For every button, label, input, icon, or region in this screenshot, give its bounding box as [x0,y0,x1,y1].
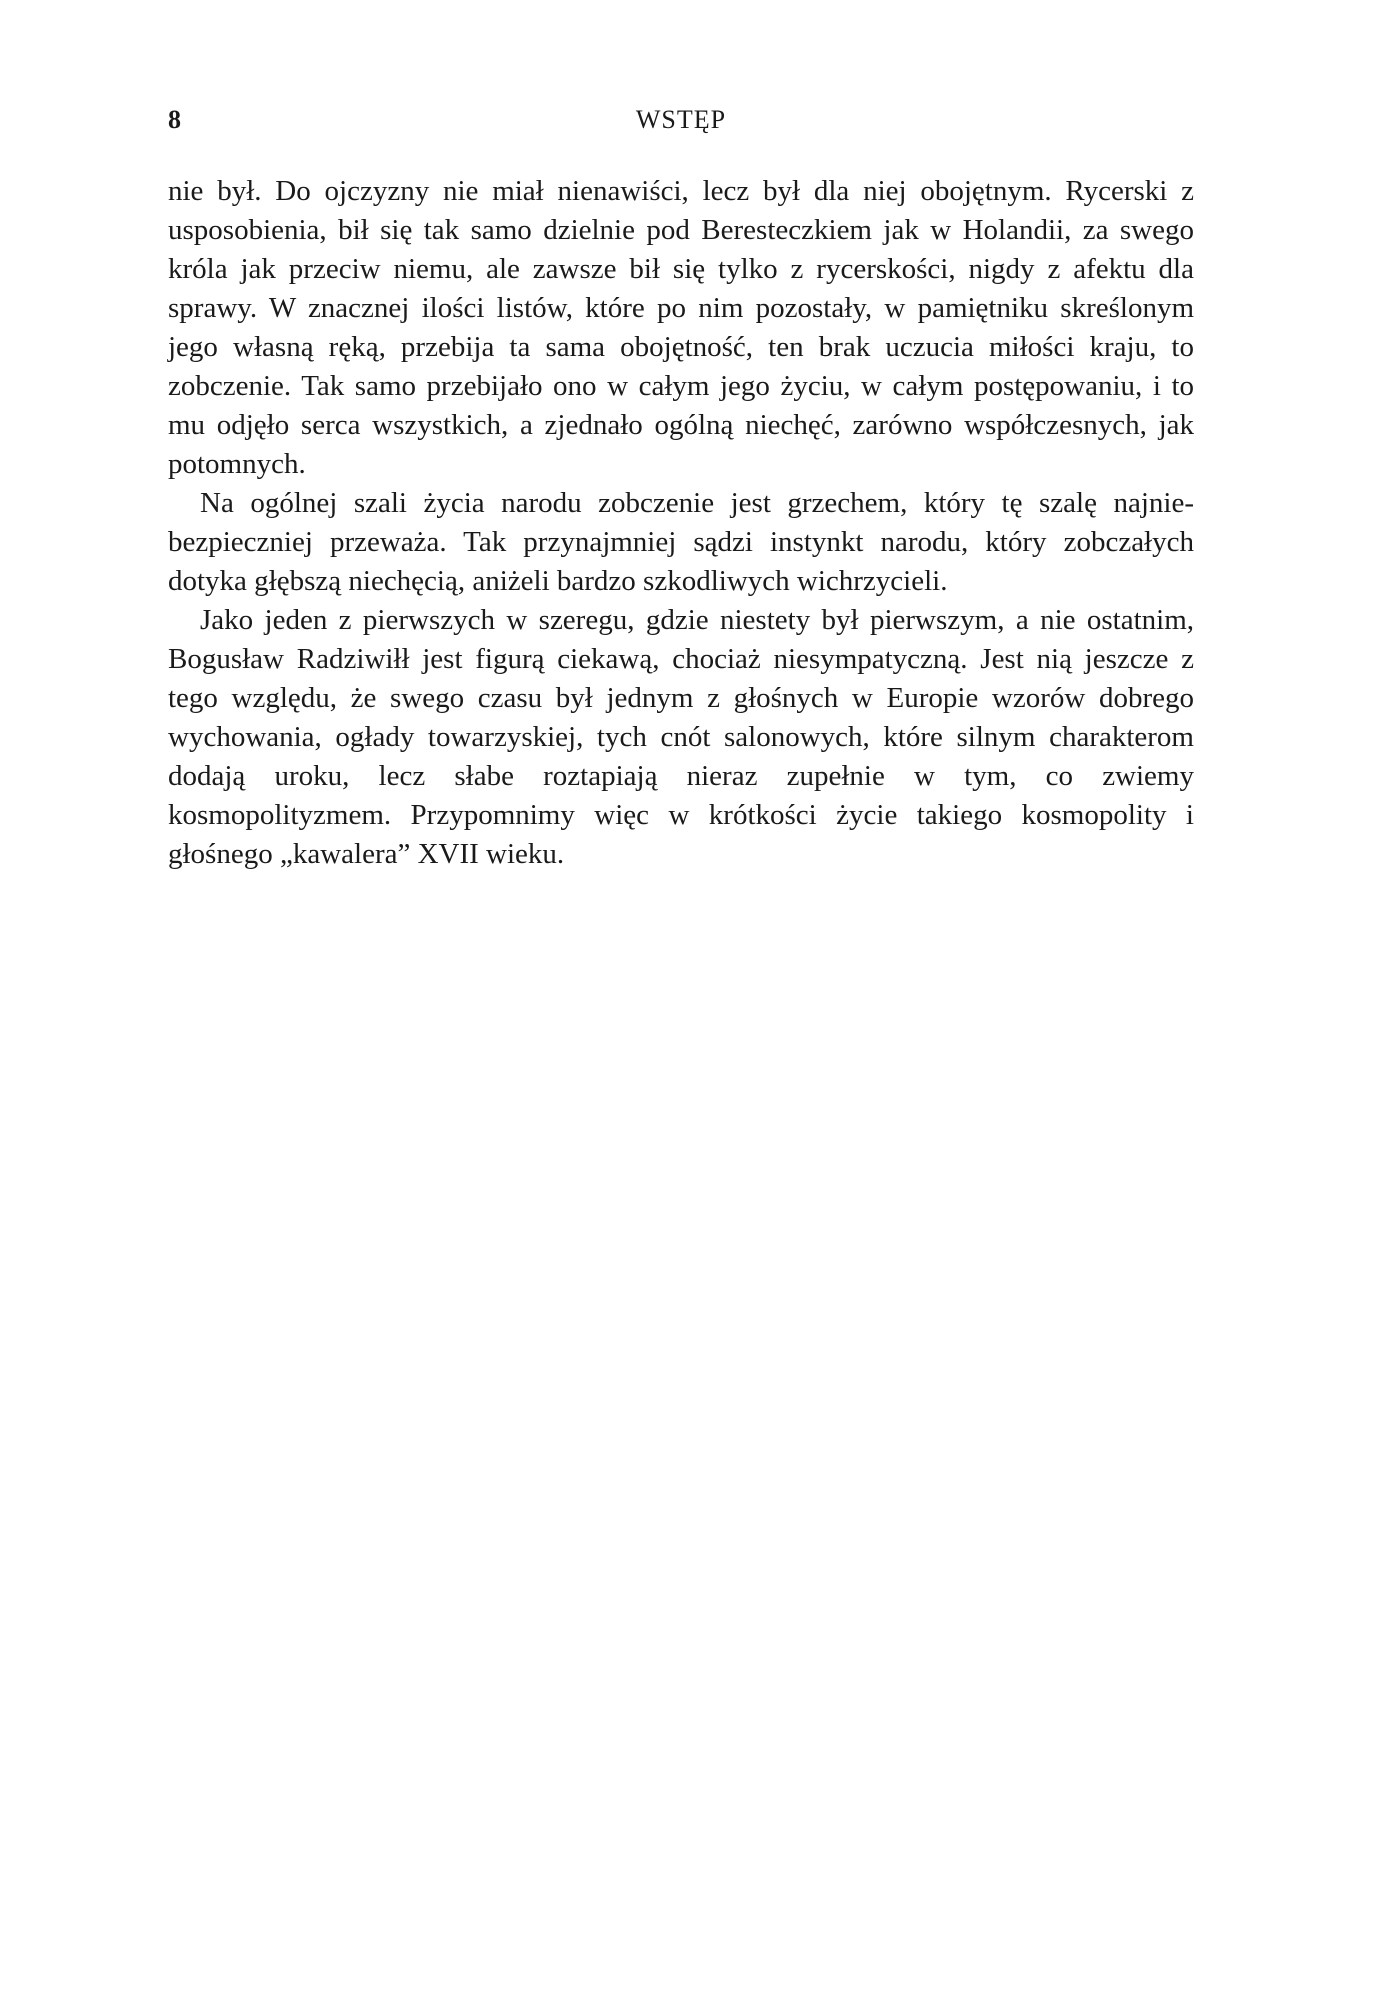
page-number: 8 [168,105,181,134]
running-head [168,100,1194,140]
paragraph-1: nie był. Do ojczyzny nie miał nienawiści, lecz był dla niej obojętnym. Rycerski z usposobienia, bił się tak samo dzielnie pod Beresteczkiem jak w Holandii, za swego króla jak przeciw niemu, ale zawsze bił się tylko z rycerskości, nigdy z afektu dla sprawy. W znacznej ilości listów, które po nim pozostały, w pamiętniku skreślonym jego własną ręką, przebija ta sama obojętność, ten brak uczucia miłości kraju, to zobczenie. Tak samo przebijało ono w całym jego życiu, w całym postępowaniu, i to mu odjęło serca wszystkich, a zjednało ogólną niechęć, zarówno współczesnych, jak potomnych. [168,175,1194,480]
paragraph-2: Na ogólnej szali życia narodu zobczenie jest grzechem, który tę szalę najniebezpieczniej przeważa. Tak przynajmniej sądzi instynkt narodu, który zobczałych dotyka głębszą niechęcią, aniżeli bardzo szkodliwych wichrzycieli. [168,487,1194,597]
book-page [168,100,1194,874]
section-title: WSTĘP [635,105,727,134]
paragraph-3: Jako jeden z pierwszych w szeregu, gdzie niestety był pierwszym, a nie ostatnim, Bogusław Radziwiłł jest figurą ciekawą, chociaż niesympatyczną. Jest nią jeszcze z tego względu, że swego czasu był jednym z głośnych w Europie wzorów dobrego wychowania, ogłady towarzyskiej, tych cnót salonowych, które silnym charakterom dodają uroku, lecz słabe roztapiają nieraz zupełnie w tym, co zwiemy kosmopolityzmem. Przypomnimy więc w krótkości życie takiego kosmopolity i głośnego „kawalera” XVII wieku. [168,604,1194,870]
body-text [168,172,1194,874]
